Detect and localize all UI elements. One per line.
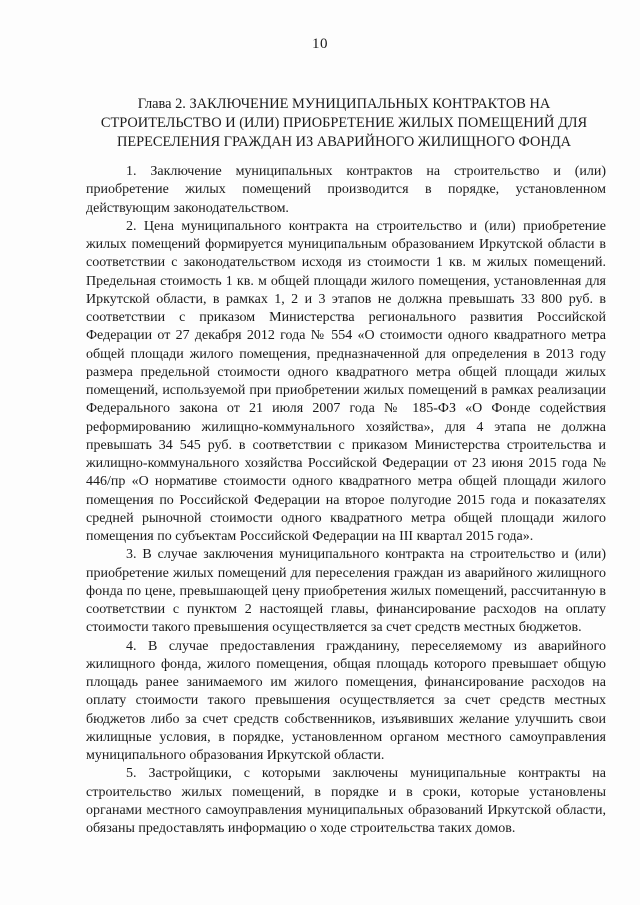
document-body (86, 163, 606, 838)
chapter-title (86, 95, 602, 152)
chapter-title-line: ПЕРЕСЕЛЕНИЯ ГРАЖДАН ИЗ АВАРИЙНОГО ЖИЛИЩНОГО ФОНДА (116, 134, 572, 150)
paragraph-1: 1. Заключение муниципальных контрактов на строительство и (или) приобретение жилых помещений производится в порядке, установленном действующим законодательством. (86, 164, 606, 216)
paragraph-4: 4. В случае предоставления гражданину, переселяемому из аварийного жилищного фонда, жилого помещения, общая площадь которого превышает общую площадь ранее занимаемого им жилого помещения, финансирование расходов на оплату стоимости такого превышения осуществляется за счет средств местных бюджетов либо за счет средств собственников, изъявивших желание улучшить свои жилищные условия, в порядке, установленном органом местного самоуправления муниципального образования Иркутской области. (86, 638, 606, 763)
paragraph-3: 3. В случае заключения муниципального контракта на строительство и (или) приобретение жилых помещений для переселения граждан из аварийного жилищного фонда по цене, превышающей цену приобретения жилых помещений, рассчитанную в соответствии с пунктом 2 настоящей главы, финансирование расходов на оплату стоимости такого превышения осуществляется за счет средств местных бюджетов. (86, 547, 606, 636)
chapter-title-line: Глава 2. ЗАКЛЮЧЕНИЕ МУНИЦИПАЛЬНЫХ КОНТРАКТОВ НА (137, 96, 551, 112)
paragraph-2: 2. Цена муниципального контракта на строительство и (или) приобретение жилых помещений формируется муниципальным образованием Иркутской области в соответствии с законодательством исходя из стоимости 1 кв. м жилых помещений. Предельная стоимость 1 кв. м общей площади жилого помещения, установленная для Иркутской области, в рамках 1, 2 и 3 этапов не должна превышать 33 800 руб. в соответствии с приказом Министерства регионального развития Российской Федерации от 27 декабря 2012 года № 554 «О стоимости одного квадратного метра общей площади жилого помещения, предназначенной для определения в 2013 году размера предельной стоимости одного квадратного метра общей площади жилых помещений, используемой при приобретении жилых помещений в рамках реализации Федерального закона от 21 июля 2007 года № 185-ФЗ «О Фонде содействия реформированию жилищно-коммунального хозяйства», для 4 этапа не должна превышать 34 545 руб. в соответствии с приказом Министерства строительства и жилищно-коммунального хозяйства Российской Федерации от 23 июня 2015 года № 446/пр «О нормативе стоимости одного квадратного метра общей площади жилого помещения по Российской Федерации на второе полугодие 2015 года и показателях средней рыночной стоимости одного квадратного метра общей площади жилого помещения по субъектам Российской Федерации на III квартал 2015 года». (86, 218, 606, 544)
page-number: 10 (312, 36, 328, 52)
paragraph-5: 5. Застройщики, с которыми заключены муниципальные контракты на строительство жилых помещений, в порядке и в сроки, которые установлены органами местного самоуправления муниципальных образований Иркутской области, обязаны предоставлять информацию о ходе строительства таких домов. (86, 766, 606, 836)
chapter-title-line: СТРОИТЕЛЬСТВО И (ИЛИ) ПРИОБРЕТЕНИЕ ЖИЛЫХ ПОМЕЩЕНИЙ ДЛЯ (100, 115, 588, 131)
